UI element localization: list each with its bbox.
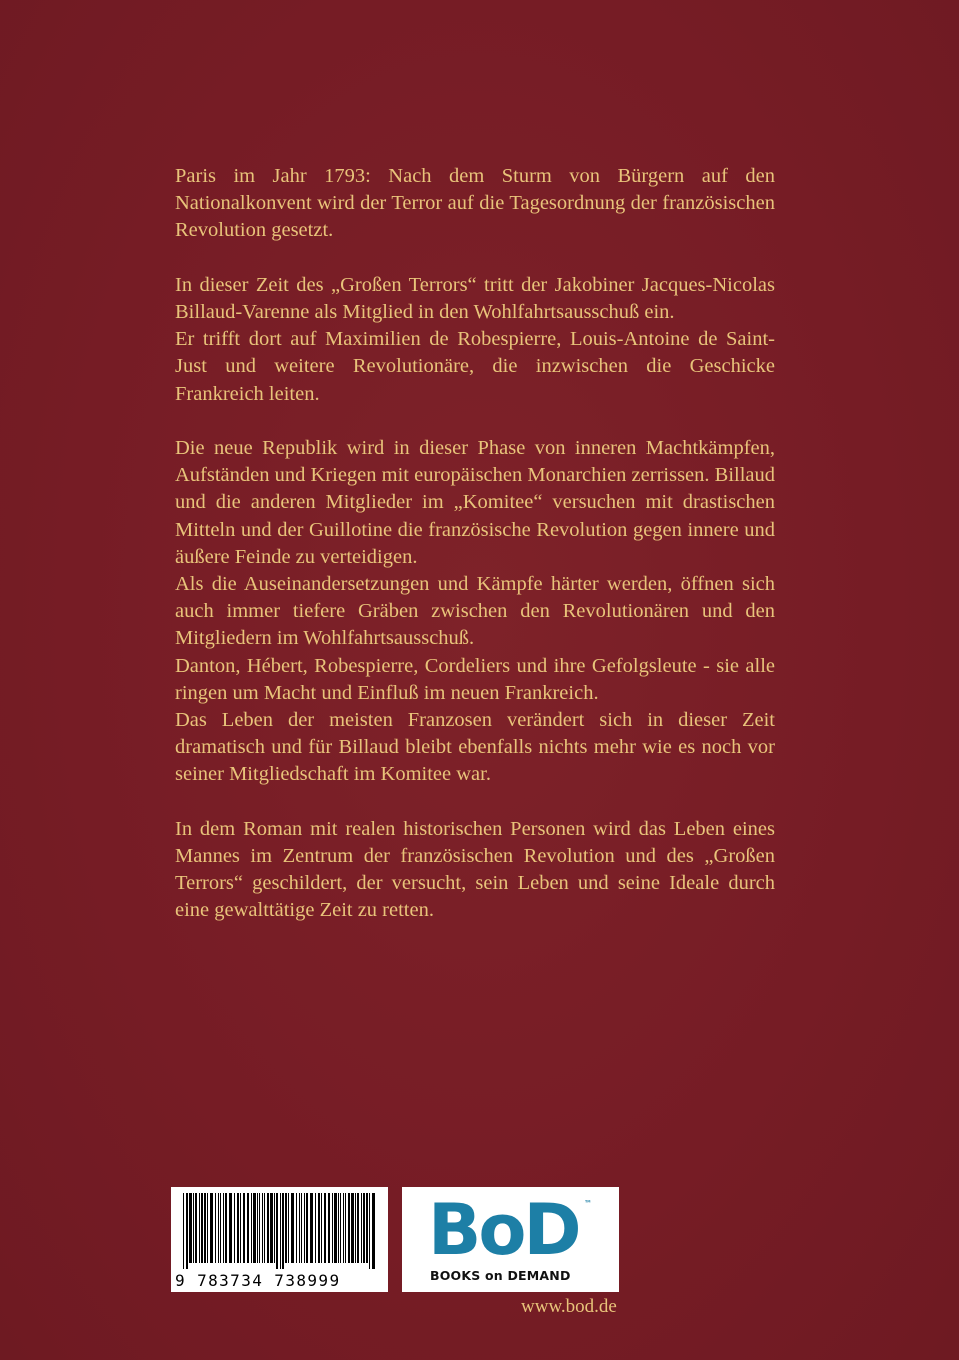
publisher-logo: [402, 1187, 619, 1292]
barcode-bar: [369, 1193, 370, 1269]
publisher-tagline: BOOKS on DEMAND: [430, 1268, 571, 1283]
blurb-text: [175, 163, 775, 925]
barcode-bar: [361, 1193, 362, 1263]
barcode-bar: [240, 1193, 241, 1263]
barcode-bar: [223, 1193, 224, 1263]
trademark-symbol: ™: [584, 1199, 592, 1208]
barcode-bar: [343, 1193, 344, 1263]
paragraph-gap: [175, 245, 775, 272]
barcode-bar: [372, 1193, 375, 1269]
barcode-bar: [332, 1193, 333, 1263]
barcode-bar: [183, 1193, 184, 1269]
barcode-bar: [321, 1193, 322, 1263]
barcode-bar: [310, 1193, 313, 1263]
barcode-digits: 9 783734 738999: [175, 1271, 341, 1290]
barcode-bar: [301, 1193, 302, 1263]
blurb-paragraph: Das Leben der meisten Franzosen verändert sich in dieser Zeit dramatisch und für Billaud bleibt ebenfalls nichts mehr wie es noch vor seiner Mitgliedschaft im Komitee war.: [175, 709, 775, 786]
barcode-bar: [253, 1193, 256, 1263]
barcode-bar: [351, 1193, 354, 1263]
barcode-bar: [225, 1193, 227, 1263]
blurb-paragraph: Danton, Hébert, Robespierre, Cordeliers und ihre Gefolgsleute - sie alle ringen um Macht und Einfluß im neuen Frankreich.: [175, 654, 775, 704]
barcode-bar: [243, 1193, 245, 1263]
blurb-paragraph: In dem Roman mit realen historischen Personen wird das Leben eines Mannes im Zentrum der französischen Revolution und des „Großen Terrors“ geschildert, der versucht, sein Leben und seine Ideale durch eine gewalttätige Zeit zu retten.: [175, 817, 775, 922]
barcode-bar: [186, 1193, 188, 1269]
barcode-bar: [262, 1193, 263, 1263]
paragraph-gap: [175, 789, 775, 816]
barcode-bar: [338, 1193, 339, 1263]
barcode-bar: [220, 1193, 221, 1263]
barcode-bar: [210, 1193, 213, 1263]
barcode-bar: [348, 1193, 350, 1263]
bod-logo-mark: BoD: [428, 1189, 579, 1271]
barcode-bar: [304, 1193, 305, 1263]
barcode-bar: [366, 1193, 368, 1263]
barcode-bar: [318, 1193, 320, 1263]
barcode-bar: [207, 1193, 208, 1263]
blurb-paragraph: In dieser Zeit des „Großen Terrors“ tritt der Jakobiner Jacques-Nicolas Billaud-Varenne als Mitglied in den Wohlfahrtsausschuß ein.: [175, 273, 775, 323]
blurb-paragraph: Die neue Republik wird in dieser Phase von inneren Machtkämpfen, Aufständen und Kriegen mit europäischen Monarchien zerrissen. Billaud und die anderen Mitglieder im „Komitee“ versuchen mit drastischen Mitteln und der Guillotine die französische Revolution gegen innere und äußere Feinde zu verteidigen.: [175, 437, 776, 568]
barcode-bar: [282, 1193, 284, 1269]
barcode-bars: [181, 1193, 378, 1269]
barcode-bar: [280, 1193, 281, 1269]
blurb-paragraph: Er trifft dort auf Maximilien de Robespierre, Louis-Antoine de Saint-Just und weitere Revolutionäre, die inzwischen die Geschicke Frankreich leiten.: [175, 328, 775, 405]
barcode-bar: [340, 1193, 341, 1263]
barcode-bar: [193, 1193, 194, 1263]
barcode-bar: [237, 1193, 239, 1263]
barcode-bar: [291, 1193, 294, 1263]
barcode-bar: [234, 1193, 235, 1263]
barcode-bar: [334, 1193, 337, 1263]
barcode-bar: [345, 1193, 346, 1263]
barcode-bar: [195, 1193, 197, 1263]
barcode-bar: [299, 1193, 300, 1263]
barcode-bar: [355, 1193, 356, 1263]
barcode-bar: [357, 1193, 359, 1263]
barcode-bar: [288, 1193, 289, 1263]
barcode-bar: [229, 1193, 232, 1263]
barcode-bar: [259, 1193, 260, 1263]
barcode-bar: [189, 1193, 192, 1263]
barcode-bar: [267, 1193, 269, 1263]
barcode-bar: [296, 1193, 297, 1263]
barcode-bar: [251, 1193, 252, 1263]
barcode-bar: [324, 1193, 326, 1263]
blurb-paragraph: Als die Auseinandersetzungen und Kämpfe härter werden, öffnen sich auch immer tiefere Gräben zwischen den Revolutionären und den Mitgliedern im Wohlfahrtsausschuß.: [175, 573, 775, 650]
blurb-paragraph: Paris im Jahr 1793: Nach dem Sturm von Bürgern auf den Nationalkonvent wird der Terror auf die Tagesordnung der französischen Revolution gesetzt.: [175, 165, 775, 242]
barcode-bar: [363, 1193, 365, 1263]
barcode-bar: [270, 1193, 273, 1263]
barcode-bar: [199, 1193, 200, 1263]
barcode-bar: [201, 1193, 203, 1263]
barcode-bar: [264, 1193, 265, 1263]
barcode-bar: [204, 1193, 206, 1263]
barcode-bar: [276, 1193, 278, 1269]
barcode-bar: [306, 1193, 308, 1263]
barcode-bar: [247, 1193, 249, 1263]
barcode-bar: [328, 1193, 330, 1263]
barcode-bar: [285, 1193, 287, 1263]
barcode-bar: [274, 1193, 275, 1263]
barcode-bar: [215, 1193, 216, 1263]
barcode-bar: [315, 1193, 316, 1263]
publisher-url: www.bod.de: [521, 1296, 617, 1317]
paragraph-gap: [175, 408, 775, 435]
barcode-bar: [218, 1193, 219, 1263]
isbn-barcode: [171, 1187, 388, 1292]
barcode-bar: [257, 1193, 258, 1263]
